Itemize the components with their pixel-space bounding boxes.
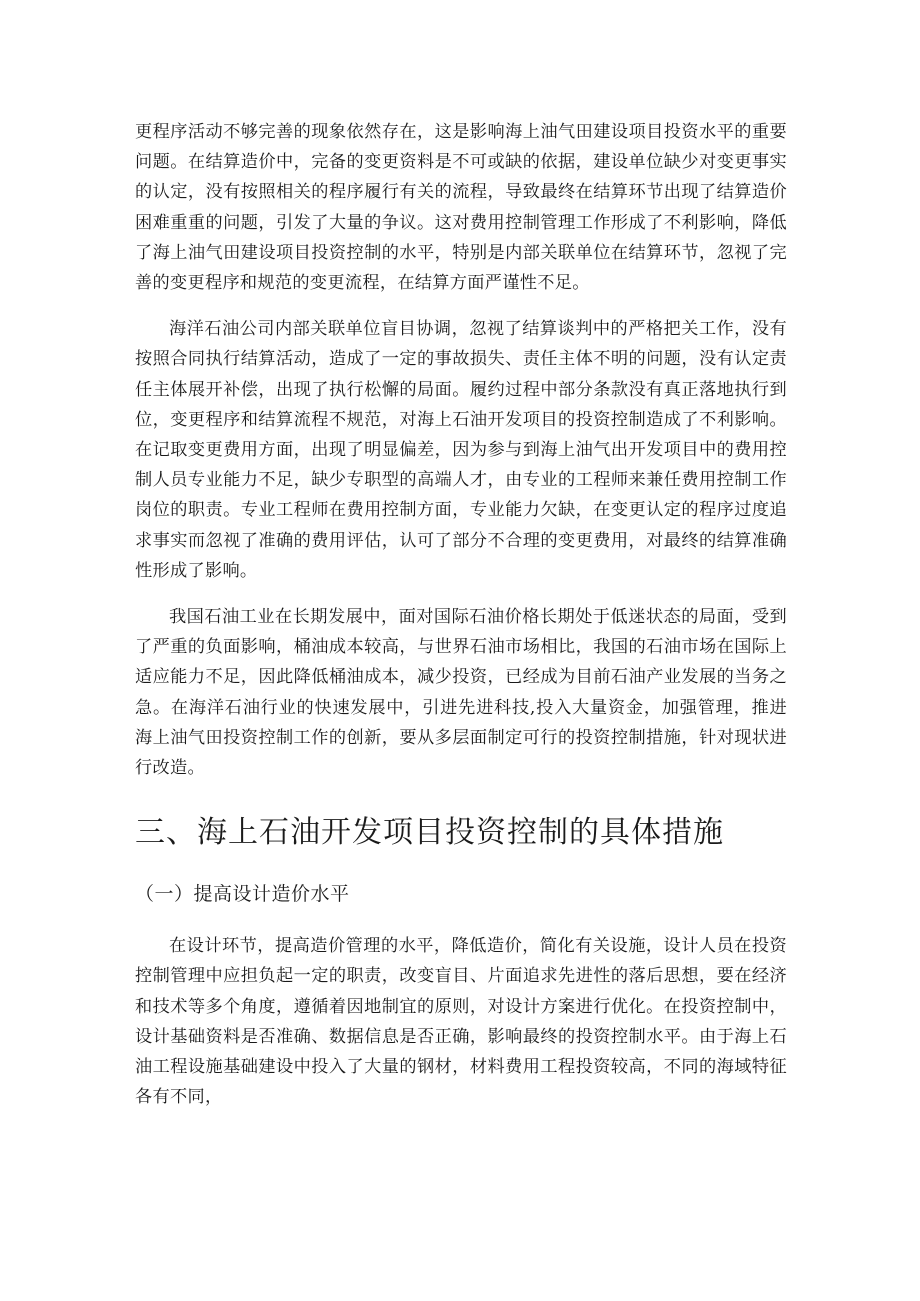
paragraph-oil-industry: 我国石油工业在长期发展中，面对国际石油价格长期处于低迷状态的局面，受到了严重的负面影响，桶油成本较高，与世界石油市场相比，我国的石油市场在国际上适应能力不足，因此降低桶油成本，减少投资，已经成为目前石油产业发展的当务之急。在海洋石油行业的快速发展中，引进先进科技,投入大量资金，加强管理，推进海上油气田投资控制工作的创新，要从多层面制定可行的投资控制措施，针对现状进行改造。	[135, 607, 787, 779]
section-title: 三、海上石油开发项目投资控制的具体措施	[135, 815, 724, 851]
paragraph-continuation: 更程序活动不够完善的现象依然存在，这是影响海上油气田建设项目投资水平的重要问题。在结算造价中，完备的变更资料是不可或缺的依据，建设单位缺少对变更事实的认定，没有按照相关的程序履行有关的流程，导致最终在结算环节出现了结算造价困难重重的问题，引发了大量的争议。这对费用控制管理工作形成了不利影响，降低了海上油气田建设项目投资控制的水平，特别是内部关联单位在结算环节，忽视了完善的变更程序和规范的变更流程，在结算方面严谨性不足。	[135, 122, 787, 294]
subsection-title: （一）提高设计造价水平	[135, 883, 350, 906]
document-body	[135, 117, 787, 1128]
paragraph-design-stage: 在设计环节，提高造价管理的水平，降低造价，简化有关设施，设计人员在投资控制管理中应担负起一定的职责，改变盲目、片面追求先进性的落后思想，要在经济和技术等多个角度，遵循着因地制宜的原则，对设计方案进行优化。在投资控制中，设计基础资料是否准确、数据信息是否正确，影响最终的投资控制水平。由于海上石油工程设施基础建设中投入了大量的钢材，材料费用工程投资较高，不同的海域特征各有不同，	[135, 936, 787, 1108]
paragraph-internal-units: 海洋石油公司内部关联单位盲目协调，忽视了结算谈判中的严格把关工作，没有按照合同执行结算活动，造成了一定的事故损失、责任主体不明的问题，没有认定责任主体展开补偿，出现了执行松懈的局面。履约过程中部分条款没有真正落地执行到位，变更程序和结算流程不规范，对海上石油开发项目的投资控制造成了不利影响。在记取变更费用方面，出现了明显偏差，因为参与到海上油气出开发项目中的费用控制人员专业能力不足，缺少专职型的高端人才，由专业的工程师来兼任费用控制工作岗位的职责。专业工程师在费用控制方面，专业能力欠缺，在变更认定的程序过度追求事实而忽视了准确的费用评估，认可了部分不合理的变更费用，对最终的结算准确性形成了影响。	[135, 319, 787, 581]
